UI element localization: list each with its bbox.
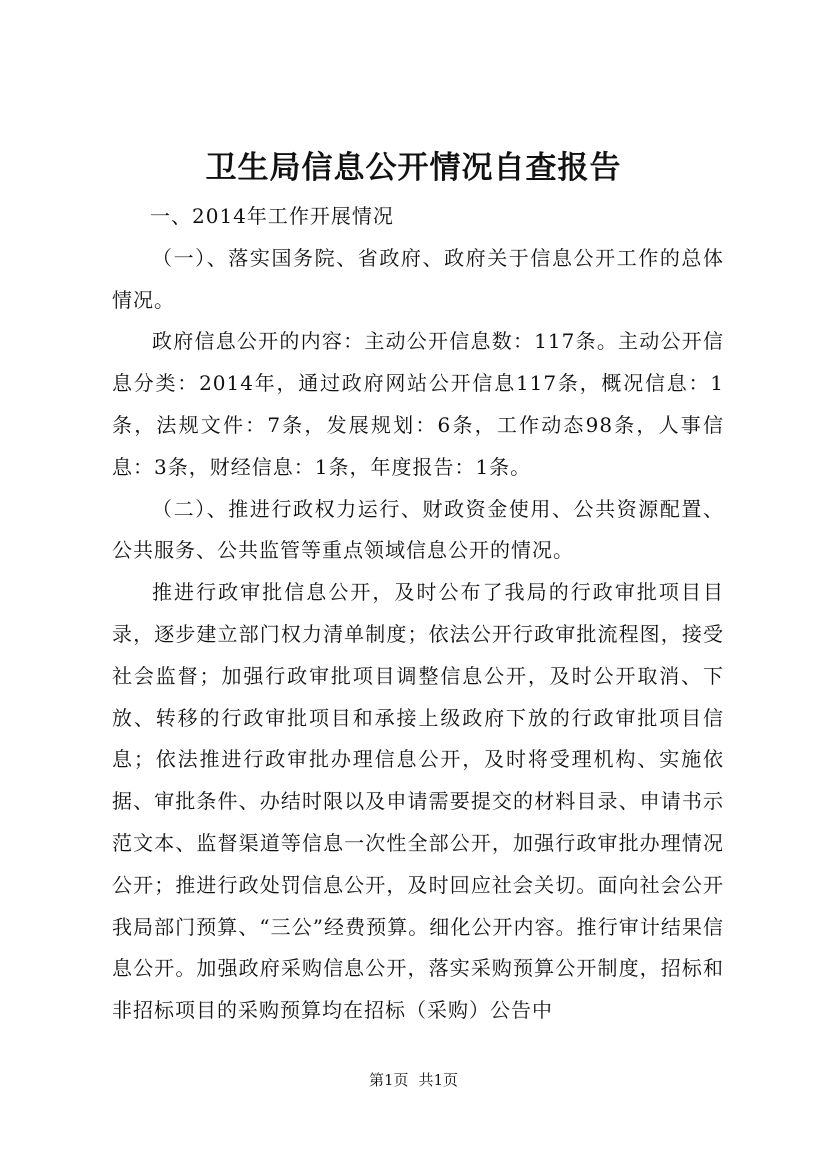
paragraph: 推进行政审批信息公开，及时公布了我局的行政审批项目目录，逐步建立部门权力清单制度；依法公开行政审批流程图，接受社会监督；加强行政审批项目调整信息公开，及时公开取消、下放、转移的行政审批项目和承接上级政府下放的行政审批项目信息；依法推进行政审批办理信息公开，及时将受理机构、实施依据、审批条件、办结时限以及申请需要提交的材料目录、申请书示范文本、监督渠道等信息一次性全部公开，加强行政审批办理情况公开；推进行政处罚信息公开，及时回应社会关切。面向社会公开我局部门预算、“三公”经费预算。细化公开内容。推行审计结果信息公开。加强政府采购信息公开，落实采购预算公开制度，招标和非招标项目的采购预算均在招标（采购）公告中 xyxy=(112,580,724,1023)
page-footer xyxy=(0,1070,827,1090)
subsection-heading: （一）、落实国务院、省政府、政府关于信息公开工作的总体情况。 xyxy=(112,245,724,312)
page-number: 第1页 xyxy=(368,1071,409,1089)
subsection-heading: （二）、推进行政权力运行、财政资金使用、公共资源配置、公共服务、公共监管等重点领域信息公开的情况。 xyxy=(112,496,724,563)
section-heading: 一、2014年工作开展情况 xyxy=(150,204,394,228)
document-body xyxy=(112,196,724,1032)
document-title: 卫生局信息公开情况自查报告 xyxy=(205,150,622,186)
page-total: 共1页 xyxy=(418,1071,459,1089)
paragraph: 政府信息公开的内容：主动公开信息数：117条。主动公开信息分类：2014年，通过政府网站公开信息117条，概况信息：1条，法规文件：7条，发展规划：6条，工作动态98条，人事信息：3条，财经信息：1条，年度报告：1条。 xyxy=(112,329,724,479)
